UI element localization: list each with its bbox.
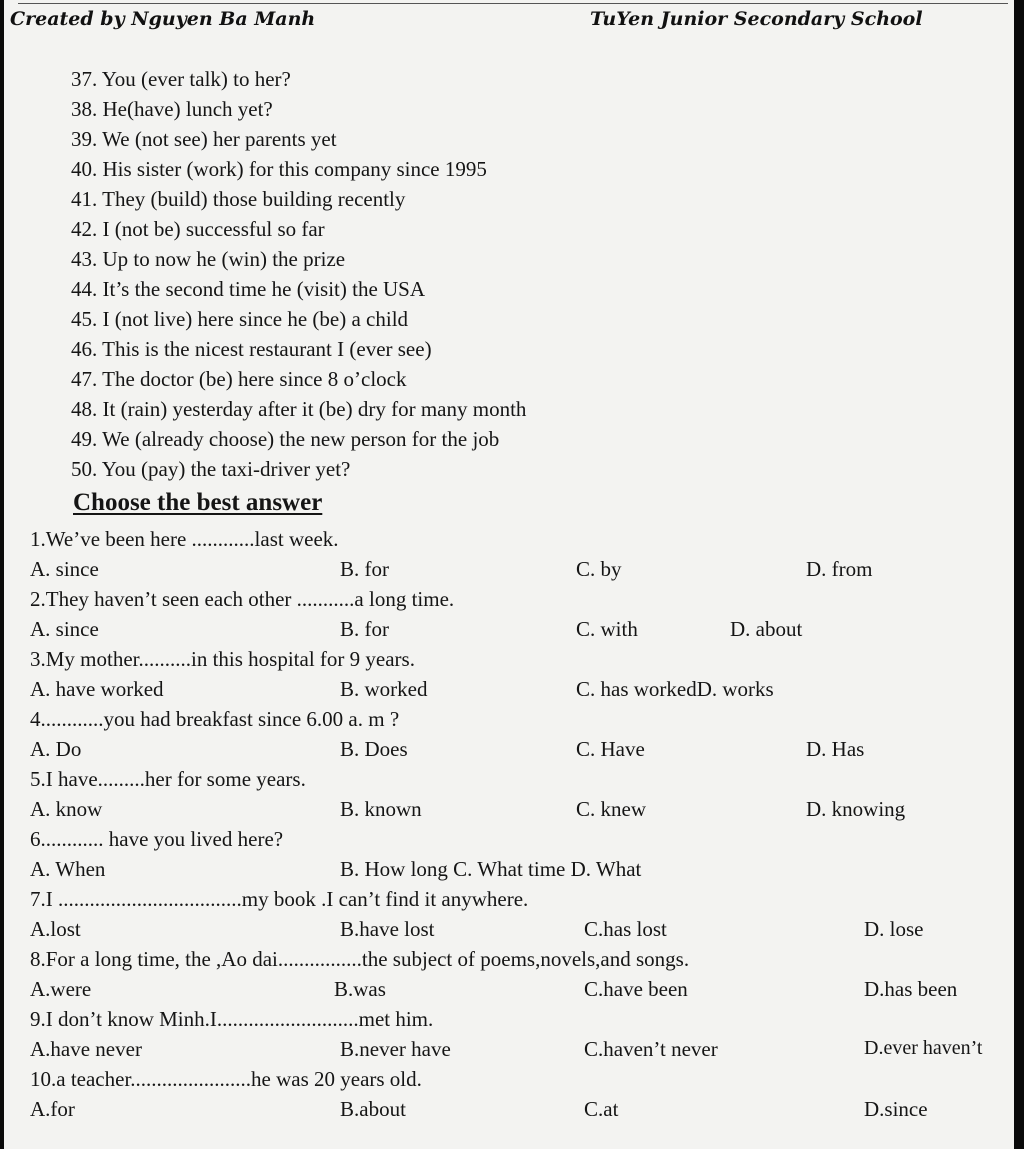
mcq-option-c: C.has lost — [584, 917, 667, 941]
mcq-option-d: D.has been — [864, 977, 958, 1001]
mcq-option-b: B.about — [340, 1097, 406, 1121]
mcq-option-c: C. by — [576, 557, 622, 581]
mcq-stem: 10.a teacher.......................he was 20 years old. — [30, 1067, 422, 1091]
mcq-stem: 2.They haven’t seen each other ...........a long time. — [30, 587, 455, 611]
header-author: Created by Nguyen Ba Manh — [10, 8, 316, 30]
question-item: 46. This is the nicest restaurant I (ever see) — [71, 337, 432, 361]
mcq-option-a: A. Do — [30, 737, 82, 761]
right-border — [1014, 0, 1024, 1149]
mcq-option-d: D. lose — [864, 917, 924, 941]
mcq-option-c: C. Have — [576, 737, 645, 761]
question-item: 43. Up to now he (win) the prize — [71, 247, 346, 271]
mcq-stem: 4............you had breakfast since 6.00 a. m ? — [30, 707, 400, 731]
mcq-stem: 1.We’ve been here ............last week. — [30, 527, 339, 551]
mcq-option-c: C. with — [576, 617, 638, 641]
top-rule — [18, 3, 1008, 4]
question-item: 45. I (not live) here since he (be) a child — [71, 307, 409, 331]
mcq-option-c: C. has workedD. works — [576, 677, 774, 701]
mcq-option-b: B.was — [334, 977, 386, 1001]
question-item: 50. You (pay) the taxi-driver yet? — [71, 457, 351, 481]
mcq-option-c: C.at — [584, 1097, 619, 1121]
question-item: 37. You (ever talk) to her? — [71, 67, 291, 91]
section-title: Choose the best answer — [73, 489, 323, 516]
mcq-option-b: B.have lost — [340, 917, 435, 941]
worksheet-page — [4, 0, 1016, 1149]
mcq-stem: 9.I don’t know Minh.I...........................met him. — [30, 1007, 434, 1031]
mcq-option-c: C.haven’t never — [584, 1037, 718, 1061]
mcq-option-b: B.never have — [340, 1037, 451, 1061]
mcq-option-a: A. have worked — [30, 677, 164, 701]
mcq-stem: 7.I ...................................my book .I can’t find it anywhere. — [30, 887, 529, 911]
mcq-stem: 3.My mother..........in this hospital for 9 years. — [30, 647, 415, 671]
mcq-stem: 6............ have you lived here? — [30, 827, 284, 851]
question-item: 41. They (build) those building recently — [71, 187, 406, 211]
mcq-stem: 5.I have.........her for some years. — [30, 767, 306, 791]
mcq-option-d: D.ever haven’t — [864, 1037, 983, 1059]
mcq-option-a: A.for — [30, 1097, 75, 1121]
mcq-option-a: A.lost — [30, 917, 81, 941]
mcq-option-a: A. since — [30, 557, 99, 581]
mcq-option-d: D. Has — [806, 737, 865, 761]
mcq-option-a: A. since — [30, 617, 99, 641]
mcq-option-b: B. for — [340, 557, 389, 581]
mcq-option-b: B. known — [340, 797, 422, 821]
mcq-option-a: A. know — [30, 797, 103, 821]
mcq-option-b: B. Does — [340, 737, 408, 761]
header-school: TuYen Junior Secondary School — [590, 8, 923, 30]
mcq-option-d: D. knowing — [806, 797, 906, 821]
question-item: 40. His sister (work) for this company since 1995 — [71, 157, 487, 181]
mcq-option-b: B. for — [340, 617, 389, 641]
question-item: 42. I (not be) successful so far — [71, 217, 325, 241]
mcq-option-d: D. from — [806, 557, 873, 581]
mcq-option-a: A. When — [30, 857, 106, 881]
mcq-option-b: B. worked — [340, 677, 428, 701]
mcq-option-a: A.have never — [30, 1037, 142, 1061]
question-item: 38. He(have) lunch yet? — [71, 97, 273, 121]
mcq-option-d: D. about — [730, 617, 803, 641]
mcq-option-c: C. knew — [576, 797, 646, 821]
question-item: 49. We (already choose) the new person for the job — [71, 427, 500, 451]
mcq-option-a: A.were — [30, 977, 92, 1001]
mcq-option-b: B. How long C. What time D. What — [340, 857, 642, 881]
question-item: 47. The doctor (be) here since 8 o’clock — [71, 367, 407, 391]
question-item: 39. We (not see) her parents yet — [71, 127, 337, 151]
question-item: 44. It’s the second time he (visit) the USA — [71, 277, 426, 301]
mcq-stem: 8.For a long time, the ,Ao dai................the subject of poems,novels,and songs. — [30, 947, 690, 971]
mcq-option-d: D.since — [864, 1097, 928, 1121]
question-item: 48. It (rain) yesterday after it (be) dry for many month — [71, 397, 527, 421]
mcq-option-c: C.have been — [584, 977, 688, 1001]
